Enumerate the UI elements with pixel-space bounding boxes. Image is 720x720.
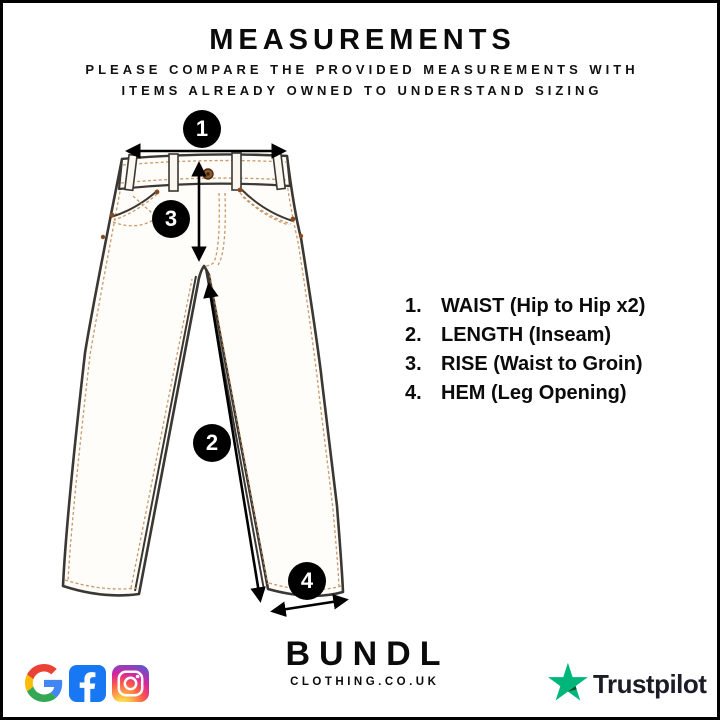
page-subtitle	[3, 59, 717, 101]
measurement-legend	[405, 292, 645, 408]
facebook-icon	[69, 665, 106, 702]
marker-hem: 4	[288, 562, 326, 600]
subtitle-line-1: PLEASE COMPARE THE PROVIDED MEASUREMENTS WITH	[85, 62, 639, 77]
social-icons	[25, 664, 149, 702]
marker-waist: 1	[183, 110, 221, 148]
legend-item-rise	[405, 350, 645, 379]
legend-item-waist	[405, 292, 645, 321]
hem-arrow	[274, 600, 345, 611]
legend-label: HEM (Leg Opening)	[441, 382, 627, 404]
trustpilot-logo	[548, 662, 706, 706]
legend-number: 1.	[405, 295, 422, 317]
google-icon	[25, 664, 63, 702]
legend-label: RISE (Waist to Groin)	[441, 353, 643, 375]
jeans-button	[203, 169, 213, 179]
legend-number: 4.	[405, 382, 422, 404]
legend-label: WAIST (Hip to Hip x2)	[441, 295, 646, 317]
marker-length: 2	[193, 424, 231, 462]
page-title: MEASUREMENTS	[209, 24, 516, 56]
jeans-diagram	[53, 103, 393, 633]
legend-item-length	[405, 321, 645, 350]
jeans-sketch	[63, 153, 343, 596]
legend-number: 2.	[405, 324, 422, 346]
trustpilot-wordmark: Trustpilot	[593, 668, 707, 699]
brand-tagline: CLOTHING.CO.UK	[290, 676, 440, 688]
trustpilot-star-icon	[548, 662, 588, 706]
brand-name: BUNDL	[285, 635, 450, 673]
brand-logo	[277, 635, 450, 688]
legend-label: LENGTH (Inseam)	[441, 324, 612, 346]
instagram-icon	[112, 665, 149, 702]
legend-item-hem	[405, 379, 645, 408]
subtitle-line-2: ITEMS ALREADY OWNED TO UNDERSTAND SIZING	[121, 83, 603, 98]
marker-rise: 3	[152, 200, 190, 238]
legend-number: 3.	[405, 353, 422, 375]
